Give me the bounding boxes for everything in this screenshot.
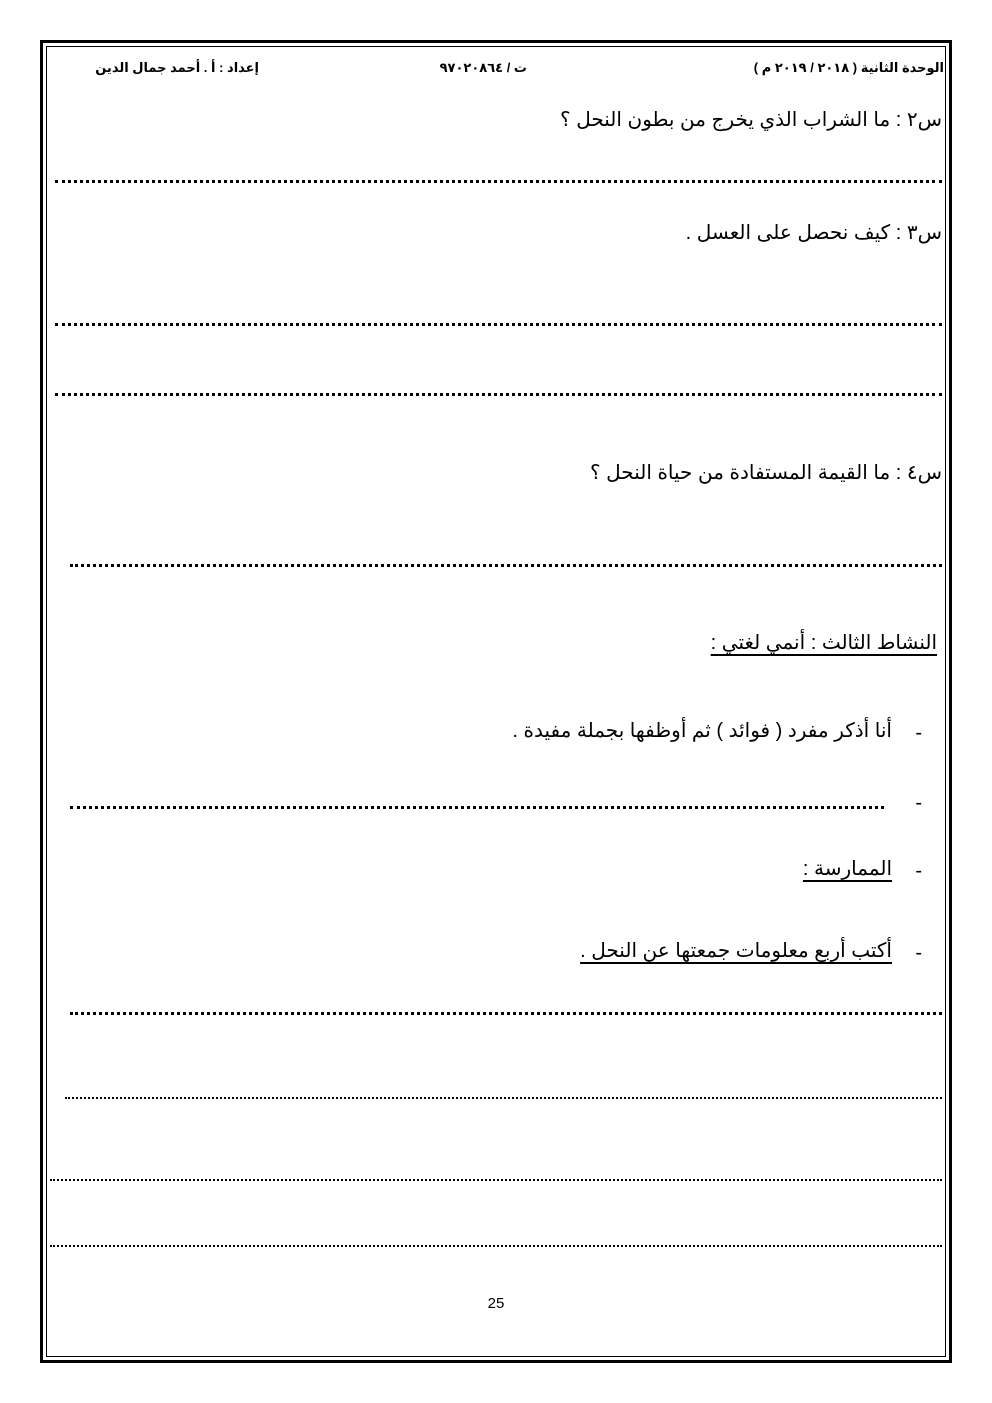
practice-label: الممارسة : [802,858,892,880]
answer-line-info-3[interactable] [50,1179,942,1181]
answer-line-info-2[interactable] [65,1097,942,1099]
activity-3-item-1: أنا أذكر مفرد ( فوائد ) ثم أوظفها بجملة مفيدة . [512,720,892,742]
header-unit: الوحدة الثانية ( ٢٠١٨ / ٢٠١٩ م ) [753,60,944,75]
answer-line-info-1[interactable] [70,1012,942,1015]
bullet-dash: - [915,942,922,964]
answer-line-q3-2[interactable] [55,393,942,396]
bullet-dash: - [915,860,922,882]
page-number: 25 [487,1295,505,1312]
header-author: إعداد : أ . أحمد جمال الدين [95,60,259,75]
answer-line-q4[interactable] [70,564,942,567]
answer-line-info-4[interactable] [50,1245,942,1247]
question-4: س٤ : ما القيمة المستفادة من حياة النحل ؟ [589,462,942,484]
bullet-dash: - [915,792,922,814]
header-phone: ت / ٩٧٠٢٠٨٦٤ [439,60,527,75]
answer-line-q3-1[interactable] [55,323,942,326]
answer-line-sentence[interactable] [70,806,884,809]
bullet-dash: - [915,722,922,744]
activity-3-title: النشاط الثالث : أنمي لغتي : [710,632,937,654]
question-2: س٢ : ما الشراب الذي يخرج من بطون النحل ؟ [560,109,942,131]
practice-task: أكتب أربع معلومات جمعتها عن النحل . [580,940,892,962]
question-3: س٣ : كيف نحصل على العسل . [685,222,942,244]
answer-line-q2[interactable] [55,180,942,183]
